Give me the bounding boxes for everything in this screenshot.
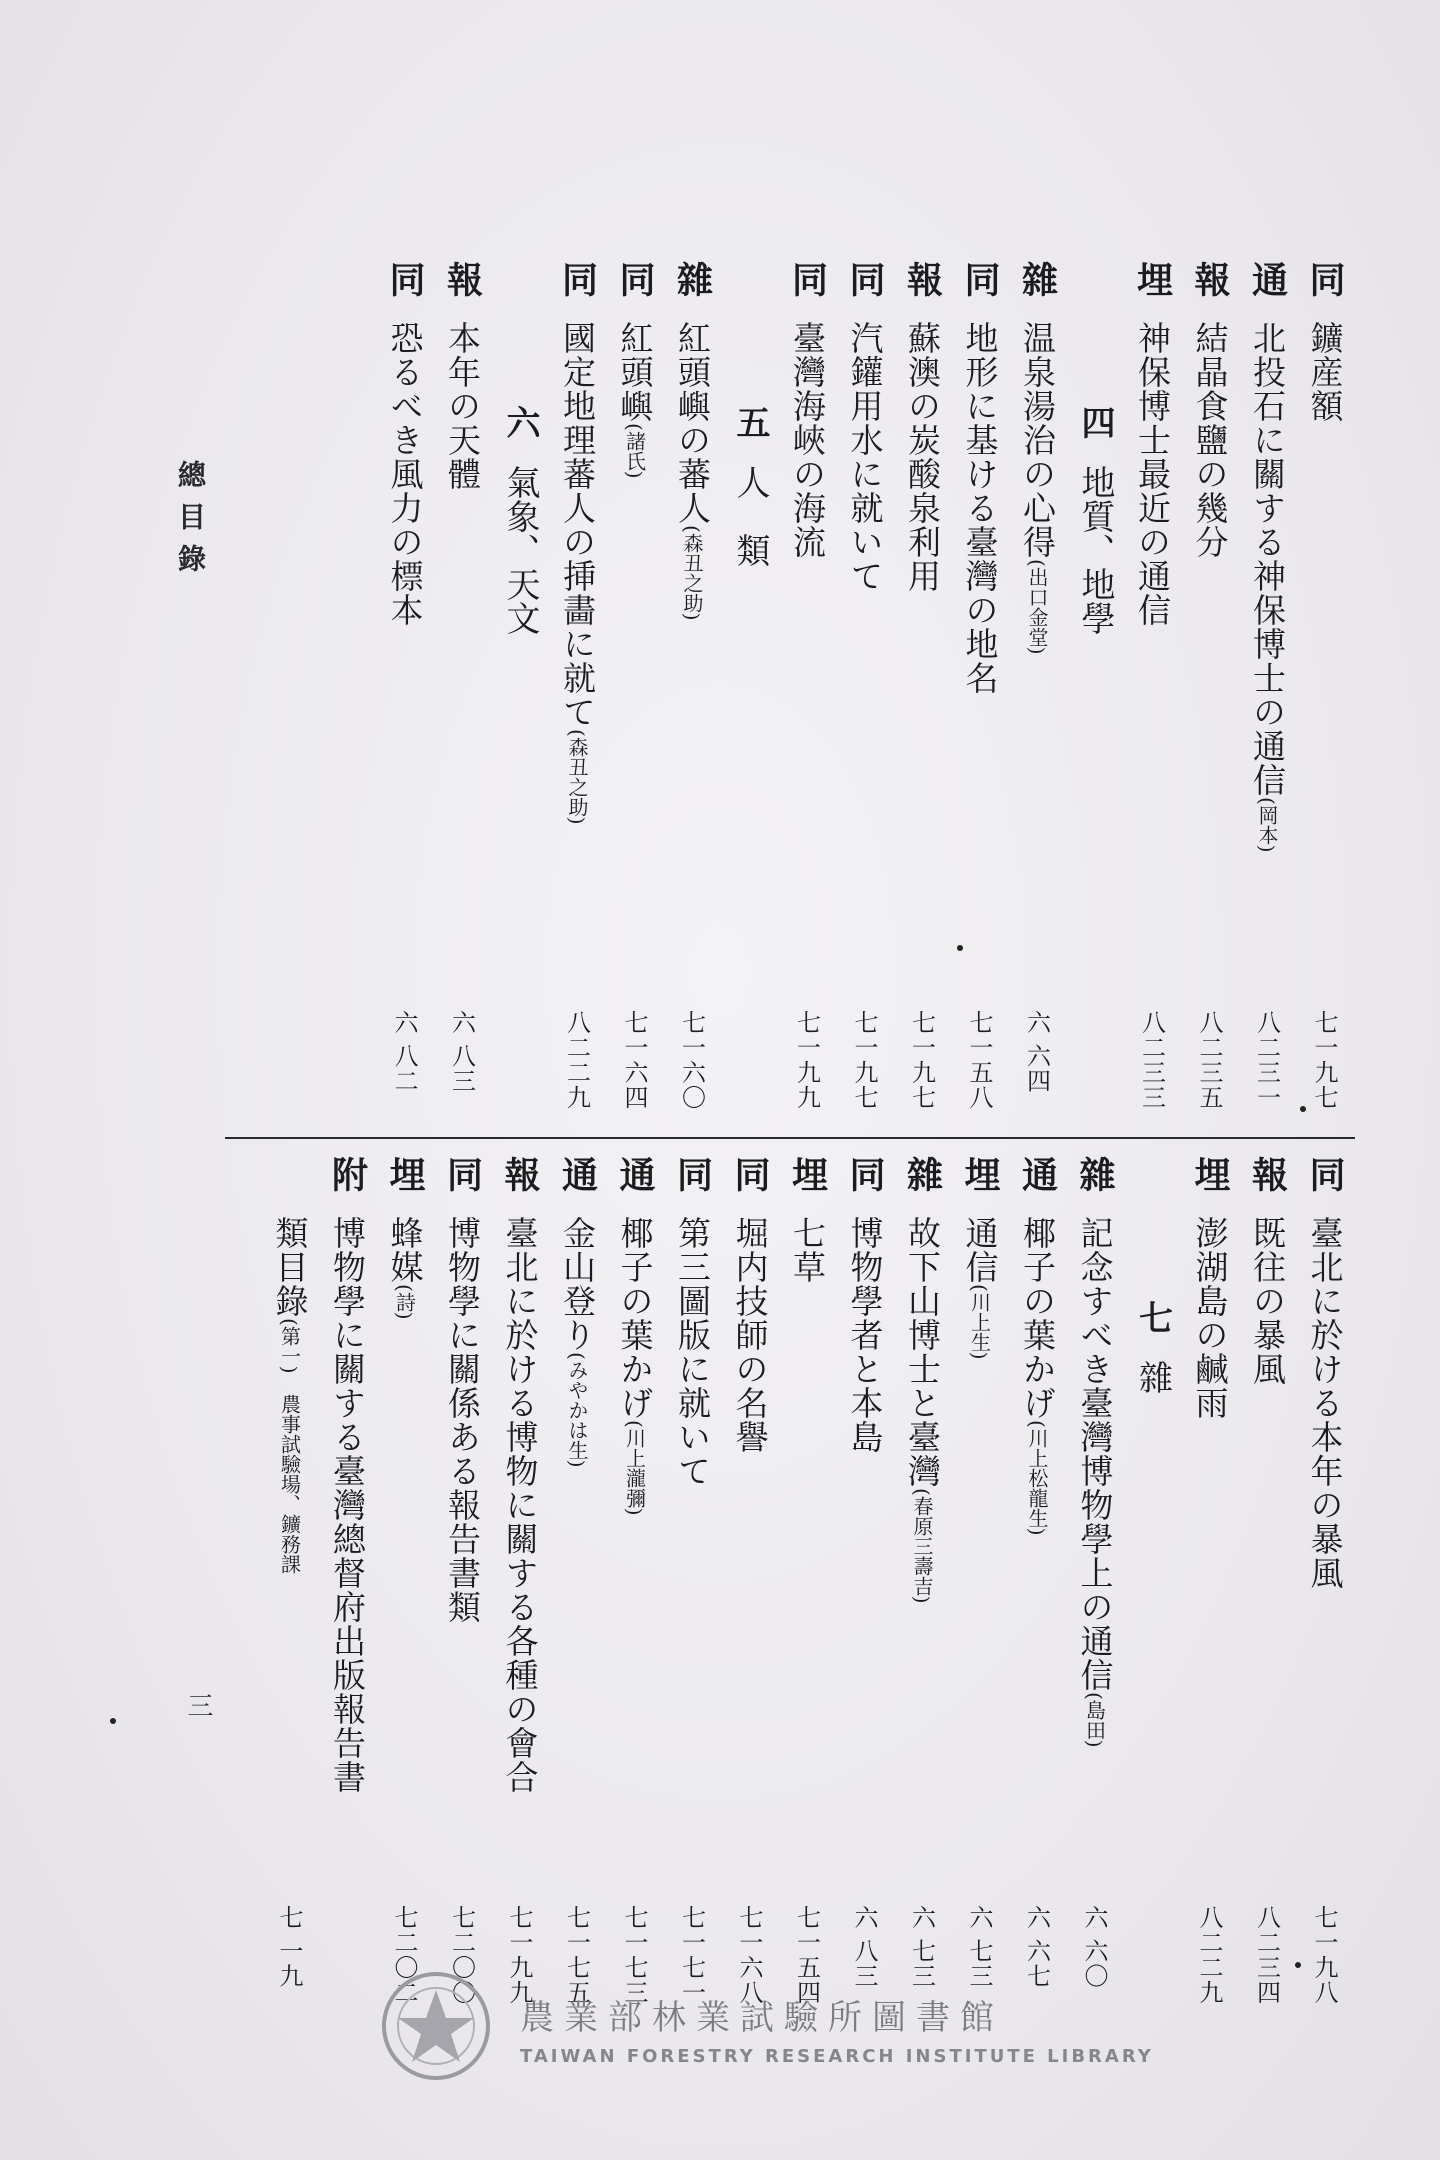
entry-author: (島田) bbox=[1082, 1692, 1107, 1748]
entry-title bbox=[270, 1216, 310, 1574]
entry-title bbox=[1133, 321, 1172, 627]
entry-title-text: 既往の暴風 bbox=[1248, 1216, 1287, 1386]
entry-page-number: 八二三三 bbox=[1137, 1010, 1166, 1110]
entry-page-number: 七 一九 bbox=[275, 1905, 303, 1989]
entry-author: (川上生) bbox=[967, 1284, 992, 1360]
entry-title bbox=[328, 1216, 367, 1794]
library-name-zh: 農業部林業試驗所圖書館 bbox=[520, 1998, 1004, 2038]
section-title: 人 類 bbox=[730, 465, 770, 567]
entry-title-text: 記念すべき臺灣博物學上の通信 bbox=[1075, 1216, 1115, 1692]
entry-page-number: 七一五四 bbox=[792, 1905, 821, 2005]
entry-title-text: 通信 bbox=[960, 1216, 1000, 1284]
entry-category: 雜 bbox=[1016, 261, 1059, 297]
entry-author: (森丑之助) bbox=[680, 525, 704, 621]
entry-category: 報 bbox=[1189, 261, 1231, 297]
entry-category: 通 bbox=[614, 1156, 656, 1192]
entry-title-text: 臺灣海峽の海流 bbox=[788, 321, 827, 559]
section-title: 地質、地學 bbox=[1075, 465, 1115, 635]
section-number: 七 bbox=[1132, 1300, 1173, 1334]
entry-page-number: 七一六八 bbox=[735, 1905, 763, 2005]
entry-page-number: 八二三五 bbox=[1195, 1010, 1223, 1110]
entry-category: 埋 bbox=[959, 1156, 1001, 1192]
entry-page-number: 七二〇二 bbox=[390, 1905, 418, 2005]
entry-title bbox=[960, 321, 1000, 695]
entry-page-number: 八二三四 bbox=[1252, 1905, 1281, 2005]
entry-title bbox=[558, 1216, 597, 1468]
entry-author: (出口金堂) bbox=[1025, 559, 1049, 655]
entry-page-number: 六 七三 bbox=[907, 1905, 936, 1989]
entry-title bbox=[673, 321, 712, 621]
entry-page-number: 六 六〇 bbox=[1080, 1905, 1108, 1989]
entry-title-text: 堀内技師の名譽 bbox=[730, 1216, 770, 1454]
entry-page-number: 六 八三 bbox=[447, 1010, 476, 1094]
entry-category: 埋 bbox=[786, 1156, 829, 1192]
entry-author: (諸氏) bbox=[622, 423, 647, 479]
entry-category: 雜 bbox=[901, 1156, 944, 1192]
entry-category: 埋 bbox=[384, 1156, 426, 1192]
entry-title bbox=[788, 1216, 827, 1284]
library-seal-icon bbox=[380, 1970, 492, 2082]
entry-page-number: 七一七三 bbox=[620, 1905, 648, 2005]
entry-title-text: 第三圖版に就いて bbox=[673, 1216, 712, 1488]
entry-title bbox=[385, 1216, 425, 1320]
entry-category: 同 bbox=[844, 261, 886, 297]
entry-page-number: 六 八三 bbox=[850, 1905, 878, 1989]
entry-title bbox=[730, 1216, 770, 1454]
entry-title-text: 博物學に關係ある報告書類 bbox=[443, 1216, 482, 1624]
entry-title bbox=[500, 1216, 540, 1794]
entry-category: 通 bbox=[1016, 1156, 1059, 1192]
section-number: 四 bbox=[1075, 405, 1115, 439]
entry-title-text: 蜂媒 bbox=[385, 1216, 425, 1284]
entry-category: 報 bbox=[499, 1156, 541, 1192]
entry-title bbox=[845, 1216, 885, 1454]
entry-title-text: 鑛産額 bbox=[1305, 321, 1345, 423]
entry-title bbox=[615, 1216, 655, 1516]
entry-category: 雜 bbox=[671, 261, 714, 297]
entry-page-number: 七一六四 bbox=[620, 1010, 648, 1110]
entry-title-text: 結晶食鹽の幾分 bbox=[1190, 321, 1230, 559]
entry-category: 同 bbox=[671, 1156, 714, 1192]
entry-title bbox=[385, 321, 425, 627]
entry-title-text: 故下山博士と臺灣 bbox=[903, 1216, 942, 1488]
entry-author: (第一) bbox=[277, 1318, 302, 1374]
entry-category: 通 bbox=[556, 1156, 599, 1192]
entry-title bbox=[1018, 321, 1057, 655]
entry-page-number: 八二二九 bbox=[562, 1010, 591, 1110]
entry-page-number: 八二三一 bbox=[1252, 1010, 1281, 1110]
entry-author: (春原三壽吉) bbox=[910, 1488, 934, 1604]
toc-entry bbox=[255, 1150, 325, 1574]
section-title: 雜 bbox=[1132, 1360, 1173, 1394]
entry-title bbox=[615, 321, 655, 479]
entry-title-text: 本年の天體 bbox=[443, 321, 482, 491]
entry-title bbox=[1190, 1216, 1230, 1420]
entry-category: 同 bbox=[384, 261, 426, 297]
toc-entry bbox=[370, 255, 440, 627]
running-head: 總目錄 bbox=[174, 460, 207, 586]
library-name-en: TAIWAN FORESTRY RESEARCH INSTITUTE LIBRARY bbox=[520, 2046, 1154, 2067]
entry-title bbox=[1305, 1216, 1345, 1590]
section-number: 五 bbox=[730, 405, 770, 439]
entry-category: 同 bbox=[786, 261, 829, 297]
entry-category: 同 bbox=[441, 1156, 484, 1192]
entry-title-text: 澎湖島の鹹雨 bbox=[1190, 1216, 1230, 1420]
entry-category: 同 bbox=[556, 261, 599, 297]
entry-title-text: 國定地理蕃人の挿畵に就て bbox=[558, 321, 597, 729]
entry-category: 同 bbox=[1304, 1156, 1346, 1192]
entry-author: (詩) bbox=[392, 1284, 417, 1320]
entry-author: (森丑之助) bbox=[565, 729, 589, 825]
entry-title-text: 臺北に於ける本年の暴風 bbox=[1305, 1216, 1345, 1590]
entry-page-number: 七一九七 bbox=[850, 1010, 878, 1110]
entry-category: 同 bbox=[844, 1156, 886, 1192]
entry-page-number: 七二〇〇 bbox=[447, 1905, 476, 2005]
entry-title bbox=[558, 321, 597, 825]
entry-page-number: 八二二九 bbox=[1195, 1905, 1223, 2005]
entry-publisher: 農事試驗場、鑛務課 bbox=[277, 1393, 302, 1574]
entry-title-text: 蘇澳の炭酸泉利用 bbox=[903, 321, 942, 593]
entry-title-text: 紅頭嶼の蕃人 bbox=[673, 321, 712, 525]
entry-title-text: 博物學に關する臺灣總督府出版報告書 bbox=[328, 1216, 367, 1794]
entry-title bbox=[903, 321, 942, 593]
entry-title bbox=[903, 1216, 942, 1604]
entry-title bbox=[443, 321, 482, 491]
section-title: 氣象、天文 bbox=[500, 465, 540, 635]
entry-title bbox=[1305, 321, 1345, 423]
entry-category: 報 bbox=[901, 261, 944, 297]
entry-title bbox=[960, 1216, 1000, 1360]
entry-title bbox=[788, 321, 827, 559]
entry-title-text: 温泉湯治の心得 bbox=[1018, 321, 1057, 559]
entry-title bbox=[443, 1216, 482, 1624]
entry-page-number: 七一九九 bbox=[505, 1905, 533, 2005]
ink-dot bbox=[1295, 1962, 1301, 1968]
entry-title-text: 北投石に關する神保博士の通信 bbox=[1248, 321, 1287, 797]
entry-title-text: 博物學者と本島 bbox=[845, 1216, 885, 1454]
entry-page-number: 七一九八 bbox=[1310, 1905, 1338, 2005]
entry-page-number: 六 六四 bbox=[1022, 1010, 1051, 1094]
entry-title-text: 椰子の葉かげ bbox=[1018, 1216, 1057, 1420]
entry-title bbox=[845, 321, 885, 593]
entry-category: 雜 bbox=[1074, 1156, 1116, 1192]
entry-author: (川上松龍生) bbox=[1025, 1420, 1049, 1536]
entry-title-text: 恐るべき風力の標本 bbox=[385, 321, 425, 627]
folio: 三 bbox=[183, 1692, 213, 1718]
entry-title-text: 神保博士最近の通信 bbox=[1133, 321, 1172, 627]
entry-page-number: 七一九七 bbox=[907, 1010, 936, 1110]
entry-title-text: 紅頭嶼 bbox=[615, 321, 655, 423]
entry-title bbox=[1248, 321, 1287, 853]
entry-page-number: 七一五八 bbox=[965, 1010, 993, 1110]
entry-title-text: 地形に基ける臺灣の地名 bbox=[960, 321, 1000, 695]
entry-title-text: 汽鑵用水に就いて bbox=[845, 321, 885, 593]
entry-category: 埋 bbox=[1189, 1156, 1231, 1192]
entry-author: (川上瀧彌) bbox=[622, 1420, 647, 1516]
section-number: 六 bbox=[500, 405, 540, 439]
entry-title bbox=[1190, 321, 1230, 559]
entry-category: 附 bbox=[326, 1156, 369, 1192]
entry-title bbox=[1018, 1216, 1057, 1536]
entry-title bbox=[673, 1216, 712, 1488]
entry-category: 通 bbox=[1246, 261, 1289, 297]
entry-page-number: 七一六〇 bbox=[677, 1010, 706, 1110]
entry-title bbox=[1248, 1216, 1287, 1386]
ink-dot bbox=[1300, 1106, 1306, 1112]
entry-category: 同 bbox=[1304, 261, 1346, 297]
entry-page-number: 六 八二 bbox=[390, 1010, 418, 1094]
entry-page-number: 六 七三 bbox=[965, 1905, 993, 1989]
entry-title-text: 臺北に於ける博物に關する各種の會合 bbox=[500, 1216, 540, 1794]
entry-page-number: 七一九九 bbox=[792, 1010, 821, 1110]
entry-category: 報 bbox=[1246, 1156, 1289, 1192]
ink-dot bbox=[110, 1718, 116, 1724]
entry-category: 埋 bbox=[1131, 261, 1174, 297]
entry-author: (岡本) bbox=[1255, 797, 1279, 853]
entry-page-number: 七一七五 bbox=[562, 1905, 591, 2005]
entry-author: (みやかは生) bbox=[565, 1352, 589, 1468]
section-divider bbox=[225, 1137, 1355, 1139]
entry-title-text: 椰子の葉かげ bbox=[615, 1216, 655, 1420]
entry-category: 同 bbox=[729, 1156, 771, 1192]
entry-category: 報 bbox=[441, 261, 484, 297]
entry-title-text: 金山登り bbox=[558, 1216, 597, 1352]
ink-dot bbox=[957, 945, 963, 951]
entry-category: 同 bbox=[614, 261, 656, 297]
entry-page-number: 七一七一 bbox=[677, 1905, 706, 2005]
entry-category: 同 bbox=[959, 261, 1001, 297]
entry-title-text: 七草 bbox=[788, 1216, 827, 1284]
entry-title-text: 類目錄 bbox=[270, 1216, 310, 1318]
entry-title bbox=[1075, 1216, 1115, 1748]
entry-page-number: 七一九七 bbox=[1310, 1010, 1338, 1110]
entry-page-number: 六 六七 bbox=[1022, 1905, 1051, 1989]
